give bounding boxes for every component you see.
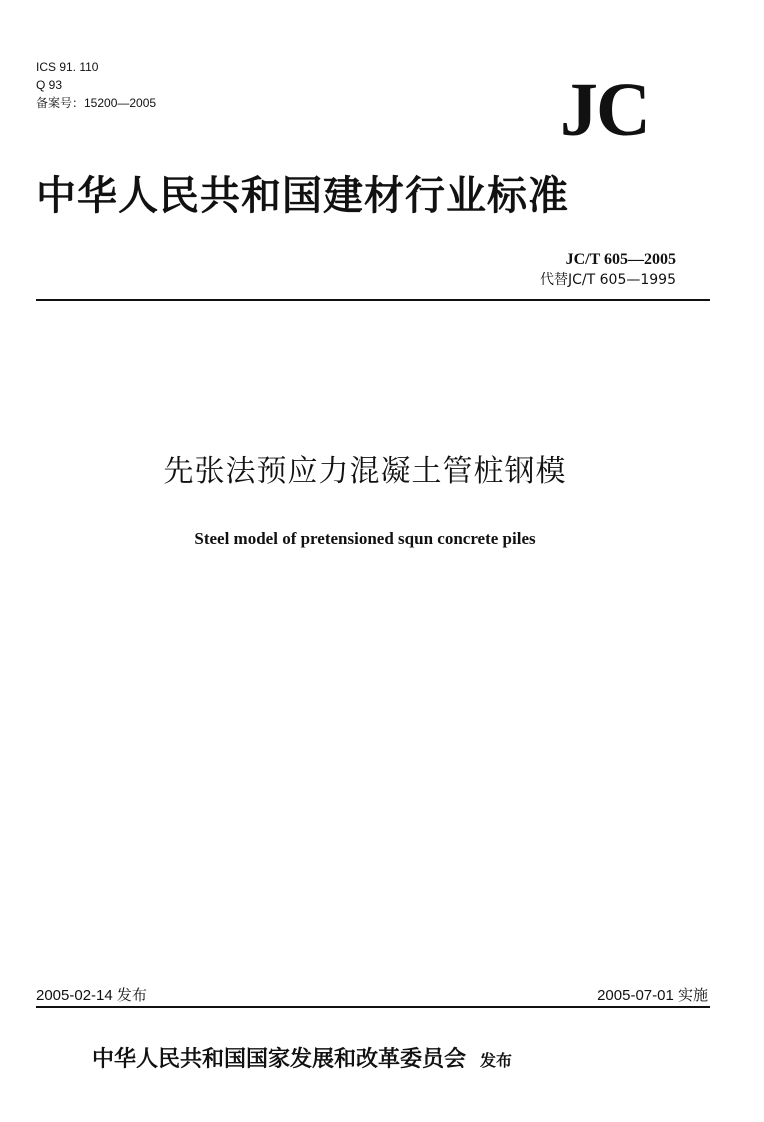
document-title-chinese: 先张法预应力混凝土管桩钢模: [163, 454, 567, 489]
jc-logo: JC: [560, 68, 649, 152]
issuer-name: 中华人民共和国国家发展和改革委员会: [92, 1046, 467, 1072]
header-divider: [36, 299, 710, 301]
agency-title: 中华人民共和国建材行业标准: [36, 172, 569, 219]
standard-number: JC/T 605—2005: [565, 251, 676, 268]
document-title-english: Steel model of pretensioned squn concrete piles: [194, 529, 536, 548]
ics-code: ICS 91. 110: [36, 60, 99, 74]
standard-number-block: [540, 250, 676, 290]
implementation-date: 2005-07-01 实施: [597, 987, 708, 1004]
issue-date: 2005-02-14 发布: [36, 987, 147, 1004]
footer-divider: [36, 1006, 710, 1008]
replaces-standard: 代替JC/T 605—1995: [540, 272, 676, 288]
issuer-action: 发布: [480, 1051, 513, 1070]
classification-code: Q 93: [36, 78, 63, 92]
issuing-authority: [92, 1044, 512, 1076]
filing-number: 备案号：15200—2005: [36, 96, 157, 110]
standard-metadata: [36, 58, 156, 112]
